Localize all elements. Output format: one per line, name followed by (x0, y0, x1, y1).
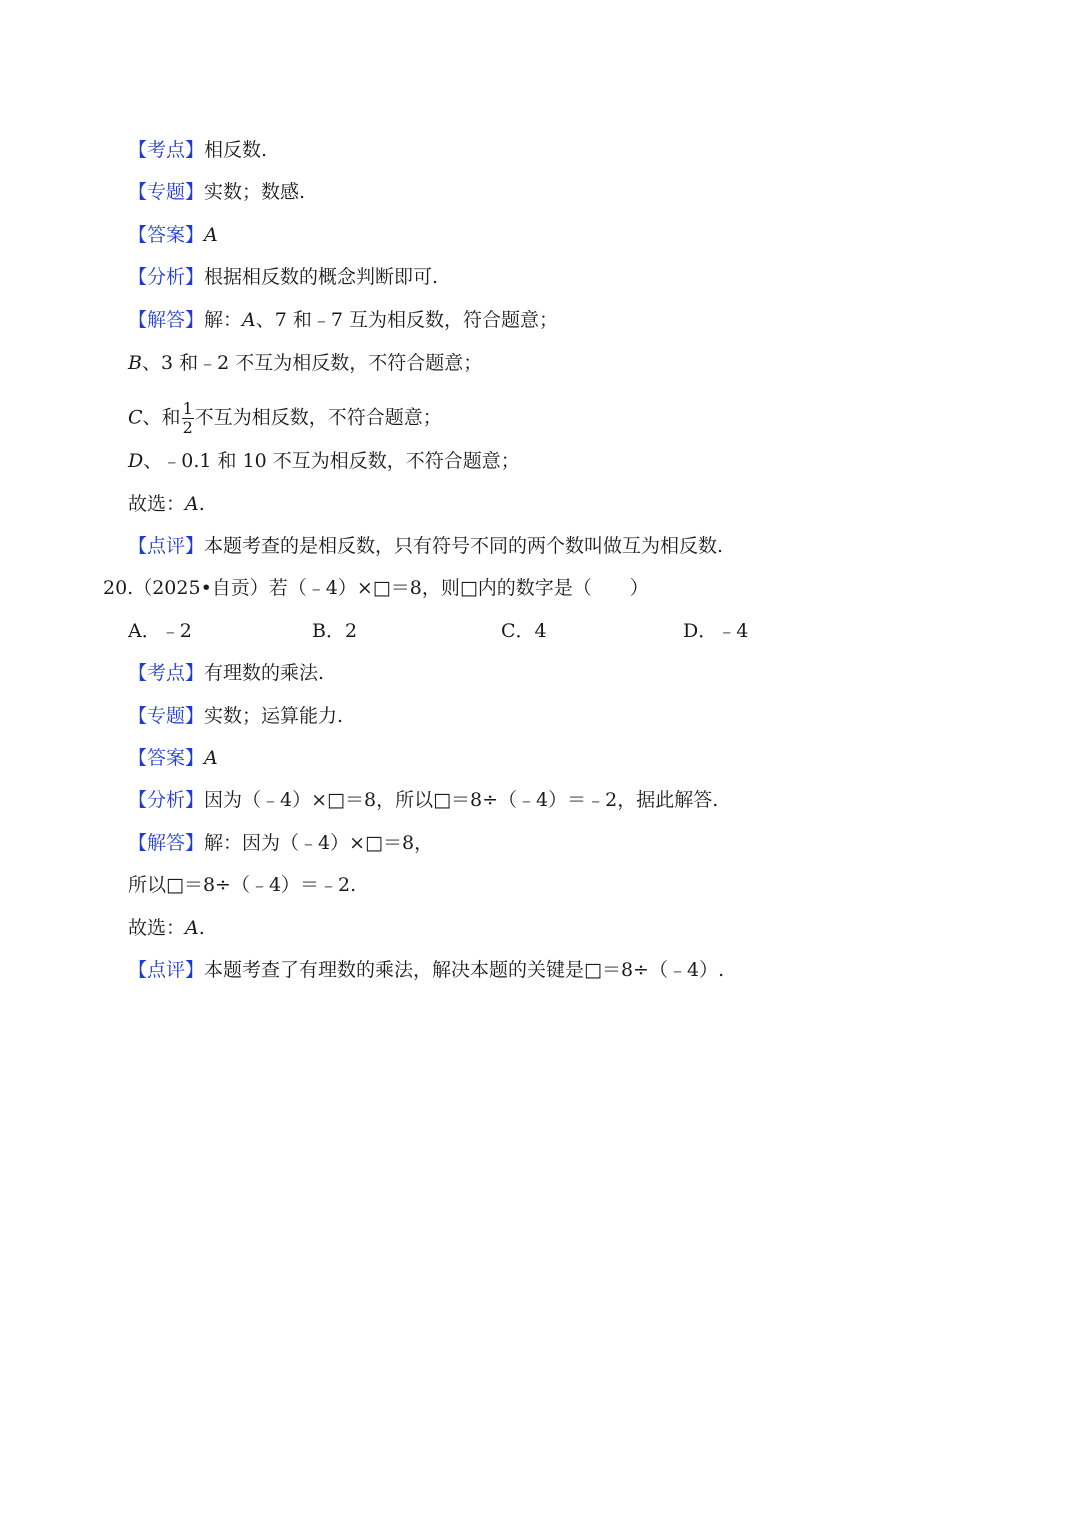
q20-fenxi (128, 787, 718, 813)
daan-tag: 【答案】 (128, 747, 205, 769)
q19-kaodian (128, 137, 267, 163)
line-c-text: 不互为相反数，不符合题意； (194, 406, 442, 429)
option-a: A．﹣2 (128, 620, 192, 642)
fenxi-text: 因为（﹣4）×□＝8，所以□＝8÷（﹣4）＝﹣2，据此解答. (204, 789, 719, 811)
option-d: D．﹣4 (683, 620, 749, 642)
q20-zhuanti (128, 703, 343, 729)
q20-guxuan (128, 915, 205, 941)
q19-line-d (128, 448, 520, 474)
dianping-tag: 【点评】 (128, 959, 205, 981)
daan-text: A (204, 747, 218, 769)
option-b: B．2 (312, 620, 358, 642)
q19-jieda (128, 307, 558, 333)
fraction-numerator: 1 (182, 399, 193, 418)
q19-line-b (128, 350, 482, 376)
dianping-tag: 【点评】 (128, 535, 205, 557)
jieda-tag: 【解答】 (128, 832, 205, 854)
zhuanti-tag: 【专题】 (128, 705, 205, 727)
q19-dianping (128, 533, 723, 559)
jieda-pre: 解： (204, 309, 243, 331)
kaodian-tag: 【考点】 (128, 662, 205, 684)
zhuanti-text: 实数；运算能力. (204, 705, 344, 727)
line-b-opt: B (128, 352, 142, 374)
kaodian-tag: 【考点】 (128, 139, 205, 161)
line-c-opt: C (128, 406, 143, 429)
option-c: C．4 (501, 620, 547, 642)
q19-fenxi (128, 264, 438, 290)
jieda-text: 、7 和﹣7 互为相反数，符合题意； (255, 309, 559, 331)
guxuan-end: . (198, 917, 205, 939)
q19-guxuan (128, 491, 205, 517)
fenxi-text: 根据相反数的概念判断即可. (204, 266, 439, 288)
daan-text: A (204, 224, 218, 246)
q20-daan (128, 745, 218, 771)
line-b-text: 、3 和﹣2 不互为相反数，不符合题意； (141, 352, 483, 374)
q20-line2: 所以□＝8÷（﹣4）＝﹣2. (128, 874, 357, 896)
guxuan-opt: A (185, 917, 199, 939)
q20-stem: 20.（2025•自贡）若（﹣4）×□＝8，则□内的数字是（ ） (103, 577, 649, 599)
dianping-text: 本题考查的是相反数，只有符号不同的两个数叫做互为相反数. (204, 535, 724, 557)
kaodian-text: 相反数. (204, 139, 268, 161)
guxuan-end: . (198, 493, 205, 515)
line-d-opt: D (128, 450, 144, 472)
zhuanti-tag: 【专题】 (128, 181, 205, 203)
dianping-text: 本题考查了有理数的乘法，解决本题的关键是□＝8÷（﹣4）. (204, 959, 725, 981)
fraction (182, 400, 194, 437)
guxuan-pre: 故选： (128, 917, 186, 939)
fenxi-tag: 【分析】 (128, 266, 205, 288)
q20-dianping (128, 957, 724, 983)
q19-daan (128, 222, 218, 248)
jieda-text: 解：因为（﹣4）×□＝8， (204, 832, 434, 854)
guxuan-pre: 故选： (128, 493, 186, 515)
zhuanti-text: 实数；数感. (204, 181, 306, 203)
jieda-tag: 【解答】 (128, 309, 205, 331)
q20-jieda (128, 830, 433, 856)
q19-line-c (128, 400, 442, 437)
fenxi-tag: 【分析】 (128, 789, 205, 811)
line-c-pre: 、和 (142, 406, 181, 429)
q20-options (128, 618, 828, 644)
fraction-denominator: 2 (182, 418, 193, 437)
guxuan-opt: A (185, 493, 199, 515)
kaodian-text: 有理数的乘法. (204, 662, 325, 684)
jieda-opt: A (242, 309, 256, 331)
line-d-text: 、﹣0.1 和 10 不互为相反数，不符合题意； (143, 450, 520, 472)
q20-kaodian (128, 660, 324, 686)
daan-tag: 【答案】 (128, 224, 205, 246)
q19-zhuanti (128, 179, 305, 205)
